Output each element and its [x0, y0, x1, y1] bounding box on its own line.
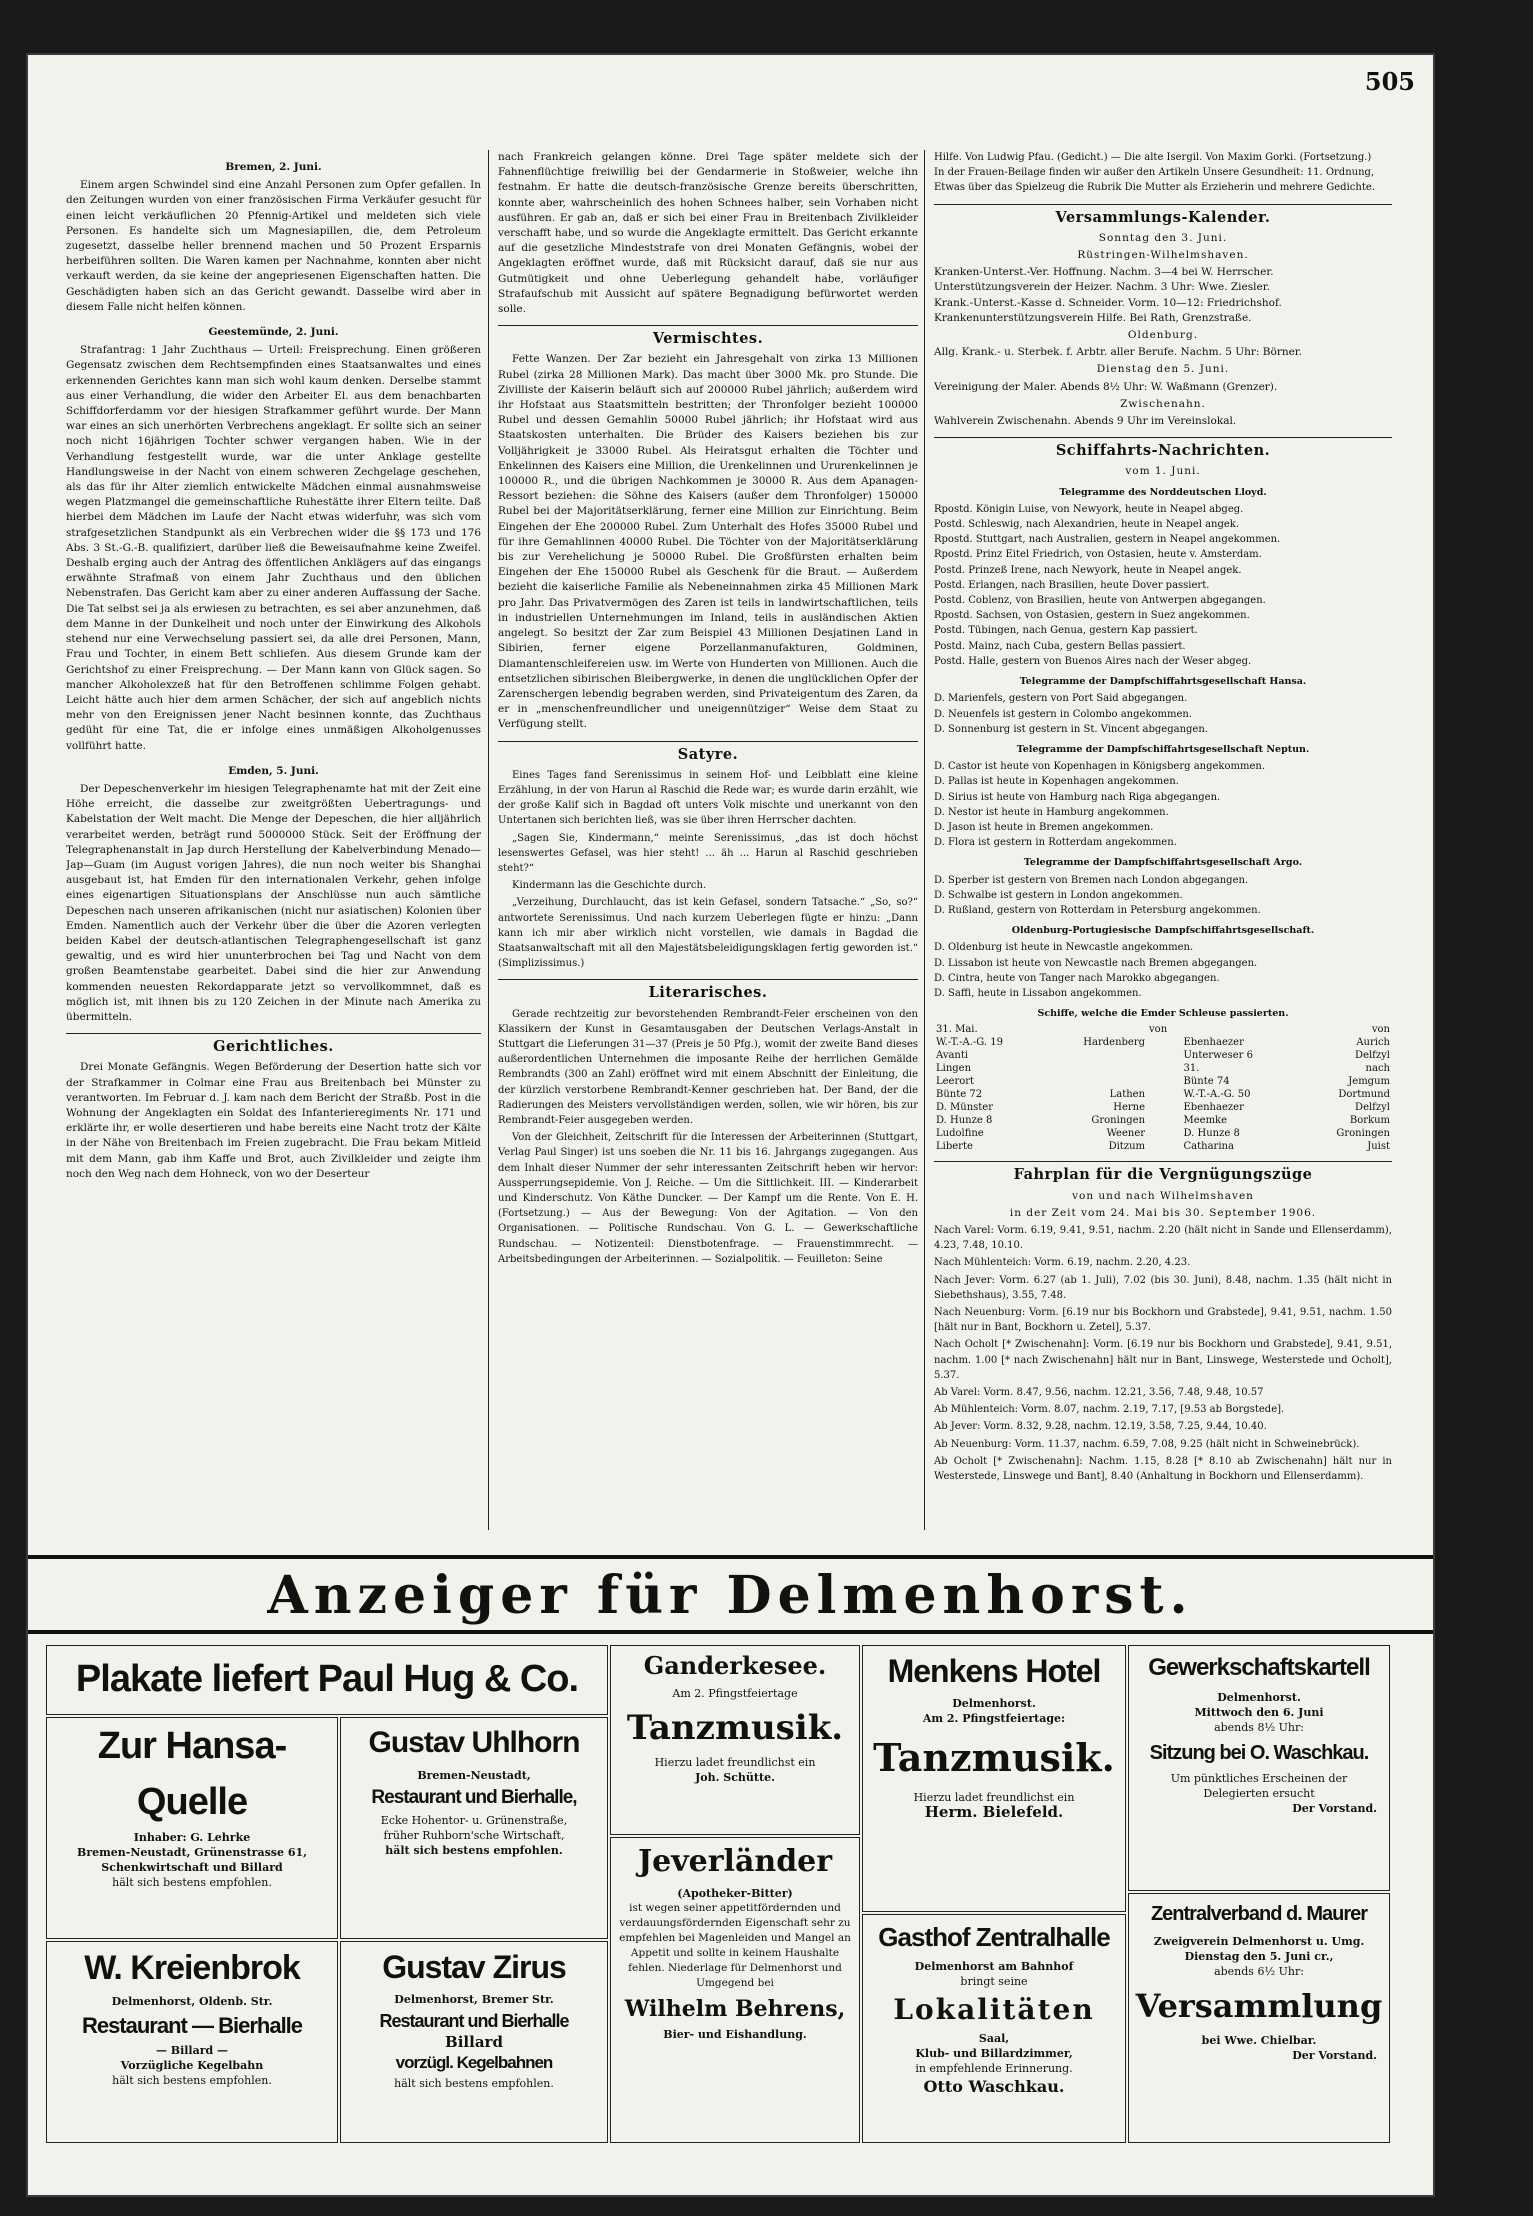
ship-cell [1147, 1088, 1181, 1101]
telegram-line: Postd. Mainz, nach Cuba, gestern Bellas passiert. [934, 640, 1186, 652]
ship-cell: Ebenhaezer [1183, 1102, 1244, 1114]
ship-cell: von [1371, 1024, 1390, 1036]
calendar-entry: Allg. Krank.- u. Sterbek. f. Arbtr. aller Berufe. Nachm. 5 Uhr: Börner. [934, 346, 1303, 359]
ship-cell: Borkum [1349, 1115, 1390, 1127]
ad-hansa-quelle [46, 1717, 338, 1939]
section-heading-vermischtes: Vermischtes. [498, 325, 918, 346]
satyre-p4: „Verzeihung, Durchlaucht, das ist kein Gefasel, sondern Tatsache.“ „So, so?“ antwortete Serenissimus. Und nach kurzem Ueberlegen fügte er hinzu: „Dann kann ich mir aber wirklich nicht vorstellen, wie damals in Bagdad die Staatsanwaltschaft mit all den Majestätsbeleidigungsklagen fertig geworden ist.“ (Simplizissimus.) [498, 897, 918, 970]
telegram-line: Postd. Halle, gestern von Buenos Aires nach der Weser abgeg. [934, 655, 1252, 667]
calendar-place: Rüstringen-Wilhelmshaven. [1077, 249, 1249, 262]
fahrplan-line: Ab Neuenburg: Vorm. 11.37, nachm. 6.59, 7.08, 9.25 (hält nicht in Schweinebrück). [934, 1438, 1360, 1450]
fahrplan-line: Nach Mühlenteich: Vorm. 6.19, nachm. 2.20, 4.23. [934, 1257, 1191, 1269]
ad-line: Delmenhorst, Oldenb. Str. [111, 1995, 273, 2008]
telegram-list [934, 759, 1392, 850]
section-heading-literarisches: Literarisches. [498, 979, 918, 1000]
section-heading-schiffahrt: Schiffahrts-Nachrichten. [934, 437, 1392, 458]
ad-central-title: Gasthof Zentralhalle [878, 1922, 1110, 1952]
article-schwindel: Einem argen Schwindel sind eine Anzahl Personen zum Opfer gefallen. In den Zeitungen wurden von einer französischen Firma Verkäufer gesucht für einen leicht verkäuflichen 20 Pfennig-Artikel und meldeten sich viele Personen. Es handelte sich um Magnesiapillen, die, dem Petroleum zugesetzt, dasselbe heller brennend machen und 50 Prozent Ersparnis herbeiführen sollten. Die Waren kamen per Nachnahme, konnten aber nicht verkauft werden, da sie keine der angepriesenen Eigenschaften hatten. Die Geschädigten haben sich an das Gericht gewandt. Dasselbe wird aber in diesem Falle nicht helfen können. [66, 179, 481, 313]
telegram-heading: Telegramme der Dampfschiffahrtsgesellschaft Neptun. [1016, 743, 1310, 755]
ad-line: Am 2. Pfingstfeiertage: [922, 1712, 1066, 1725]
ship-cell: Leerort [936, 1076, 975, 1088]
dateline-emden: Emden, 5. Juni. [228, 764, 319, 777]
ad-gewerkschaftskartell [1128, 1645, 1390, 1891]
telegram-heading: Telegramme der Dampfschiffahrtsgesellschaft Argo. [1023, 857, 1303, 869]
ship-cell: Meemke [1183, 1115, 1228, 1127]
ad-menkens-title: Menkens Hotel [887, 1653, 1101, 1689]
telegram-line: D. Pallas ist heute in Kopenhagen angekommen. [934, 776, 1179, 788]
ad-line: Delmenhorst, Bremer Str. [394, 1993, 554, 2006]
telegram-line: D. Nestor ist heute in Hamburg angekommen. [934, 806, 1169, 818]
telegram-line: Postd. Prinzeß Irene, nach Newyork, heute in Neapel angek. [934, 564, 1242, 576]
satyre-p2: „Sagen Sie, Kindermann,“ meinte Serenissimus, „das ist doch höchst lesenswertes Gefasel, was hier steht! ... äh ... Harun al Raschid geschrieben steht?“ [498, 832, 918, 874]
column-2 [498, 150, 918, 1530]
ad-line: bringt seine [960, 1975, 1028, 1988]
fahrplan-line: Ab Varel: Vorm. 8.47, 9.56, nachm. 12.21, 3.56, 7.48, 9.48, 10.57 [934, 1387, 1264, 1398]
ship-cell: Weener [1106, 1128, 1146, 1140]
ship-cell [1147, 1140, 1181, 1153]
telegram-list [934, 502, 1392, 669]
ship-cell: Jemgum [1348, 1076, 1390, 1088]
fahrplan-sub2: in der Zeit vom 24. Mai bis 30. September 1906. [1009, 1206, 1317, 1219]
satyre-p1: Eines Tages fand Serenissimus in seinem Hof- und Leibblatt eine kleine Erzählung, in der von Harun al Raschid die Rede war; es wurde darin erzählt, wie der große Kalif sich in Bagdad oft unters Volk mischte und unerkannt von den Untertanen sich berichten ließ, was sie über ihren Herrscher dachten. [498, 769, 918, 827]
column-1 [66, 150, 481, 1530]
ad-menkens-hotel [862, 1645, 1126, 1912]
ship-row [934, 1062, 1392, 1075]
satyre-p3: Kindermann las die Geschichte durch. [512, 880, 707, 892]
telegram-line: D. Jason ist heute in Bremen angekommen. [934, 821, 1154, 833]
ship-cell [1147, 1075, 1181, 1088]
dateline-bremen: Bremen, 2. Juni. [225, 161, 322, 173]
fahrplan-line: Nach Neuenburg: Vorm. [6.19 nur bis Bockhorn und Grabstede], 9.41, 9.51, nachm. 1.50 [hält nur in Bant, Bockhorn u. Zetel], 5.37. [934, 1306, 1392, 1334]
telegram-heading: Telegramme der Dampfschiffahrtsgesellschaft Hansa. [1019, 676, 1307, 688]
column-3 [934, 150, 1392, 1530]
ad-line: Ecke Hohentor- u. Grünenstraße, [380, 1814, 568, 1827]
ship-cell: Lingen [936, 1063, 972, 1075]
section-heading-satyre: Satyre. [498, 741, 918, 762]
literarisches-p3: Hilfe. Von Ludwig Pfau. (Gedicht.) — Die alte Isergil. Von Maxim Gorki. (Fortsetzung.) [934, 152, 1372, 163]
ship-cell [1147, 1062, 1181, 1075]
ship-row [934, 1101, 1392, 1114]
ship-cell: Catharina [1183, 1141, 1234, 1153]
telegram-list [934, 691, 1392, 737]
telegram-line: Postd. Erlangen, nach Brasilien, heute Dover passiert. [934, 579, 1210, 591]
fahrplan-list [934, 1223, 1392, 1484]
ad-line: Bremen-Neustadt, [417, 1769, 531, 1782]
ship-row [934, 1036, 1392, 1049]
ship-table [934, 1023, 1392, 1153]
ad-hug-text: Plakate liefert Paul Hug & Co. [75, 1658, 579, 1700]
ship-row [934, 1140, 1392, 1153]
article-strafantrag: Strafantrag: 1 Jahr Zuchthaus — Urteil: Freisprechung. Einen größeren Gegensatz zwischen dem Rechtsempfinden eines Staatsanwaltes und eines erkennenden Gerichtes kann man sich wohl kaum denken. Derselbe stammt aus einer Verhandlung, die wider den Arbeiter El. aus dem benachbarten Schiffdorferdamm vor der hiesigen Strafkammer geführt wurde. Der Mann war eines an sich unerhörten Verbrechens angeklagt. Er sollte sich an seiner noch nicht 16jährigen Tochter schwer vergangen haben. Wie in der Verhandlung festgestellt wurde, war die unter Anklage gestellte Handlungsweise in der Nacht von einem schweren Zechgelage geschehen, als das für ihr Alter ziemlich entwickelte Mädchen einmal ausnahmsweise wegen Platzmangel die gemeinschaftliche Ruhestätte ihrer Eltern teilte. Daß hierbei dem Mädchen im Laufe der Nacht etwas widerfuhr, was sich vom strafgesetzlichen Standpunkt als ein Verbrechen wider die §§ 173 und 176 Abs. 3 St.-G.-B. qualifiziert, darüber ließ die Beweisaufnahme keine Zweifel. Deshalb erging auch der Antrag des öffentlichen Anklägers auf das eingangs erwähnte Strafmaß von einem Jahr Zuchthaus und den üblichen Nebenstrafen. Das Gericht kam aber zu einer anderen Auffassung der Sache. Die Tat selbst sei ja als erwiesen zu betrachten, es sei aber anzunehmen, daß dem Manne in der Dunkelheit und noch unter der Einwirkung des Alkohols stehend nur eine Verwechselung passiert sei, da alle drei Personen, Mann, Frau und Tochter, in einem Bett schliefen. Aus diesem Grunde kam der Gerichtshof zu einer Freisprechung. — Der Mann kann von Glück sagen. So mancher Alkoholexzeß hat für den Betroffenen schlimme Folgen gehabt. Leicht hätte auch hier dem armen Schächer, der sich auf angeblich nichts mehr von den Ereignissen jener Nacht besinnen konnte, das Zuchthaus gedüht für eine Tat, die er infolge eines unmäßigen Alkoholgenusses vollführt hatte. [66, 344, 481, 752]
ship-cell: Delfzyl [1355, 1050, 1390, 1062]
ship-cell [1147, 1049, 1181, 1062]
literarisches-p1: Gerade rechtzeitig zur bevorstehenden Rembrandt-Feier erscheinen von den Klassikern der Kunst in Gesamtausgaben der Deutschen Verlags-Anstalt in Stuttgart die Lieferungen 31—37 (Preis je 50 Pfg.), womit der zweite Band dieses außerordentlichen Unternehmen die imposante Reihe der herrlichen Gemälde Rembrandts (300 an Zahl) eröffnet wird mit einem Abschnitt der Einleitung, die der kürzlich verstorbene Rembrandt-Kenner geschrieben hat. Der Band, der die Radierungen des Meisters vervollständigen werden, sollen, wie wir hören, bis zur Rembrandt-Feier ausgegeben werden. [498, 1008, 918, 1126]
ad-gk-title: Gewerkschaftskartell [1148, 1654, 1370, 1681]
calendar-date: Sonntag den 3. Juni. [1098, 231, 1228, 244]
ad-line: Dienstag den 5. Juni cr., [1184, 1950, 1334, 1963]
ad-line: vorzügl. Kegelbahnen [395, 2053, 553, 2072]
article-fette-wanzen: Fette Wanzen. Der Zar bezieht ein Jahresgehalt von zirka 13 Millionen Rubel (zirka 28 Millionen Mark). Das macht über 3000 Mk. pro Stunde. Die Zivilliste der Kaiserin beläuft sich auf 200000 Rubel jährlich; außerdem wird ihr Hofstaat aus Staatsmitteln bestritten; der Thronfolger bezieht 100000 Rubel und dessen Gemahlin 50000 Rubel jährlich; ihr Hofstaat wird aus Staatskosten unterhalten. Die Brüder des Kaisers beziehen bis zur Volljährigkeit je 33000 Rubel. Als Heiratsgut erhalten die Töchter und Enkelinnen des Kaisers eine Million, die Urenkelinnen und Ururenkelinnen je 100000 R., und die übrigen Nachkommen je 30000 R. Aus dem Apanagen-Ressort beziehen: die Söhne des Kaisers (außer dem Thronfolger) 150000 Rubel bei der Majoritätserklärung, ferner eine Million zur Einrichtung. Beim Eingehen der Ehe 200000 Rubel. Zum Unterhalt des Hofes 35000 Rubel und für ihre Gemahlinnen 40000 Rubel. Die Töchter von der Majoritätserklärung bis zur Verehelichung je 50000 Rubel. Die Großfürsten erhalten beim Eingehen der Ehe 150000 Rubel als Geschenk für die Braut. — Außerdem bezieht die kaiserliche Familie als Nebeneinnahmen zirka 45 Millionen Mark pro Jahr. Das Privatvermögen des Zaren ist teils in landwirtschaftlichen, teils in industriellen Unternehmungen im Inland, teils in ausländischen Aktien angelegt. So besitzt der Zar zum Beispiel 43 Millionen Desjatinen Land in Sibirien, ferner eigene Porzellanmanufakturen, Goldminen, Diamantenschleifereien usw. im Werte von Hunderten von Millionen. Auch die entsetzlichen sibirischen Bleibergwerke, in denen die unglücklichen Opfer der Zarenschergen lebendig begraben werden, sind Privateigentum des Zaren, da er in „menschenfreundlicher und uneigennütziger“ Weise dem Staat zu Verfügung stellt. [498, 353, 918, 731]
ship-cell: 31. Mai. [936, 1024, 978, 1036]
ad-line: hält sich bestens empfohlen. [394, 2077, 554, 2090]
ship-cell: Lathen [1109, 1089, 1146, 1101]
ad-line: abends 8½ Uhr: [1214, 1721, 1304, 1734]
ship-cell [1147, 1101, 1181, 1114]
telegram-line: D. Neuenfels ist gestern in Colombo angekommen. [934, 708, 1193, 720]
telegram-line: D. Sirius ist heute von Hamburg nach Riga abgegangen. [934, 791, 1221, 803]
telegram-line: D. Castor ist heute von Kopenhagen in Königsberg angekommen. [934, 761, 1266, 773]
ad-line: Billard [445, 2033, 503, 2051]
ship-cell: Aurich [1356, 1037, 1390, 1049]
calendar-entry: Vereinigung der Maler. Abends 8½ Uhr: W. Waßmann (Grenzer). [934, 380, 1278, 393]
fahrplan-line: Nach Varel: Vorm. 6.19, 9.41, 9.51, nachm. 2.20 (hält nicht in Sande und Ellenserdamm), 4.23, 7.48, 10.10. [934, 1224, 1392, 1252]
ship-cell: 31. [1183, 1063, 1200, 1075]
anzeiger-banner: Anzeiger für Delmenhorst. [28, 1555, 1433, 1634]
ad-line: Saal, [978, 2032, 1010, 2045]
ship-row [934, 1114, 1392, 1127]
literarisches-p2: Von der Gleichheit, Zeitschrift für die Interessen der Arbeiterinnen (Stuttgart, Verlag Paul Singer) ist uns soeben die Nr. 11 bis 16. Jahrgangs zugegangen. Aus dem Inhalt dieser Nummer der sehr interessanten Zeitschrift heben wir hervor: Aussperrungsepidemie. Von J. Reiche. — Um die Sittlichkeit. III. — Kinderarbeit und Kinderschutz. Von Käthe Duncker. — Der Kampf um die Rente. Von E. H. (Fortsetzung.) — Aus der Bewegung: Von der Agitation. — Von den Organisationen. — Politische Rundschau. Von G. L. — Gewerkschaftliche Rundschau. — Notizenteil: Dienstbotenfrage. — Frauenstimmrecht. — Arbeitsbedingungen der Arbeiterinnen. — Sozialpolitik. — Feuilleton: Seine [498, 1132, 918, 1265]
ad-maurer-title: Zentralverband d. Maurer [1150, 1903, 1368, 1925]
ship-cell: W.-T.-A.-G. 50 [1183, 1089, 1251, 1101]
ad-line: Herm. Bielefeld. [924, 1803, 1064, 1821]
ship-cell: Ditzum [1108, 1141, 1146, 1153]
ad-line: Delmenhorst am Bahnhof [914, 1960, 1074, 1973]
telegram-heading: Telegramme des Norddeutschen Lloyd. [1059, 486, 1267, 498]
telegram-line: D. Oldenburg ist heute in Newcastle angekommen. [934, 942, 1194, 954]
section-heading-gerichtliches: Gerichtliches. [66, 1033, 481, 1054]
ad-zirus [340, 1941, 608, 2143]
ad-line: Joh. Schütte. [695, 1771, 775, 1784]
ad-paul-hug [46, 1645, 608, 1715]
ship-cell: Herne [1113, 1102, 1146, 1114]
telegram-line: Rpostd. Prinz Eitel Friedrich, von Ostasien, heute v. Amsterdam. [934, 549, 1262, 561]
dateline-geestemuende: Geestemünde, 2. Juni. [208, 326, 339, 339]
calendar-entry: Kranken-Unterst.-Ver. Hoffnung. Nachm. 3—4 bei W. Herrscher. [934, 266, 1274, 279]
ad-line: früher Ruhborn'sche Wirtschaft, [383, 1829, 565, 1842]
ad-kreienbrok-title: W. Kreienbrok [84, 1949, 300, 1987]
ad-kreienbrok [46, 1941, 338, 2143]
fahrplan-line: Ab Mühlenteich: Vorm. 8.07, nachm. 2.19, 7.17, [9.53 ab Borgstede]. [934, 1404, 1285, 1416]
column-rule [924, 150, 925, 1530]
ad-line: hält sich bestens empfohlen. [112, 1876, 272, 1889]
ship-cell [1147, 1036, 1181, 1049]
telegram-line: Rpostd. Stuttgart, nach Australien, gestern in Neapel angekommen. [934, 534, 1281, 546]
ad-line: Restaurant und Bierhalle [379, 2011, 569, 2031]
telegram-line: D. Saffi, heute in Lissabon angekommen. [934, 987, 1142, 999]
ad-hansa-title: Zur Hansa-Quelle [97, 1725, 287, 1823]
ship-cell [1045, 1062, 1147, 1075]
calendar-date: Dienstag den 5. Juni. [1096, 363, 1230, 376]
ad-line: hält sich bestens empfohlen. [385, 1844, 563, 1857]
ad-line: Tanzmusik. [626, 1708, 844, 1748]
ship-cell: Hardenberg [1083, 1037, 1146, 1049]
shipping-date: vom 1. Juni. [1125, 465, 1201, 478]
ship-cell [1147, 1114, 1181, 1127]
telegram-line: D. Sperber ist gestern von Bremen nach London abgegangen. [934, 874, 1249, 886]
ad-zirus-title: Gustav Zirus [382, 1949, 566, 1985]
ship-cell: Ebenhaezer [1183, 1037, 1244, 1049]
newspaper-page [28, 55, 1433, 2195]
ship-cell: Ludolfine [936, 1128, 984, 1140]
section-heading-kalender: Versammlungs-Kalender. [934, 204, 1392, 225]
telegram-line: Postd. Tübingen, nach Genua, gestern Kap passiert. [934, 625, 1198, 637]
ship-cell: Juist [1367, 1141, 1390, 1153]
column-rule [488, 150, 489, 1530]
ship-cell: Bünte 74 [1183, 1076, 1230, 1088]
ad-line: Hierzu ladet freundlichst ein [654, 1756, 816, 1769]
fahrplan-line: Nach Ocholt [* Zwischenahn]: Vorm. [6.19 nur bis Bockhorn und Grabstede], 9.41, 9.51, nachm. 1.00 [* nach Zwischenahn] hält nur in Bant, Linswege, Westerstede und Ocholt], 5.37. [934, 1339, 1392, 1381]
ad-ganderkesee [610, 1645, 860, 1835]
ship-cell [1045, 1023, 1147, 1036]
ship-cell: W.-T.-A.-G. 19 [936, 1037, 1003, 1049]
telegram-list [934, 940, 1392, 1001]
ship-cell: Liberte [936, 1141, 973, 1153]
telegram-line: D. Sonnenburg ist gestern in St. Vincent abgegangen. [934, 723, 1208, 735]
ad-zentralhalle [862, 1914, 1126, 2143]
ad-line: Restaurant und Bierhalle, [371, 1787, 577, 1808]
telegram-list [934, 873, 1392, 919]
calendar-place: Zwischenahn. [1120, 397, 1206, 410]
ship-row [934, 1049, 1392, 1062]
fahrplan-line: Ab Jever: Vorm. 8.32, 9.28, nachm. 12.19, 3.58, 7.25, 9.44, 10.40. [934, 1421, 1267, 1433]
calendar-place: Oldenburg. [1127, 329, 1199, 342]
ad-line: Bremen-Neustadt, Grünenstrasse 61, [77, 1846, 307, 1859]
fahrplan-line: Ab Ocholt [* Zwischenahn]: Nachm. 1.15, 8.28 [* 8.10 ab Zwischenahn] hält nur in Westerstede, Linswege und Bant], 8.40 (Anhaltung in Bockhorn und Ellenserdamm). [934, 1455, 1392, 1483]
telegram-line: D. Marienfels, gestern von Port Said abgegangen. [934, 693, 1188, 705]
ad-line: Mittwoch den 6. Juni [1194, 1706, 1324, 1719]
ship-cell: D. Münster [936, 1102, 993, 1114]
telegram-line: D. Rußland, gestern von Rotterdam in Petersburg angekommen. [934, 904, 1261, 916]
ad-line: Zweigverein Delmenhorst u. Umg. [1153, 1935, 1365, 1948]
ship-row [934, 1023, 1392, 1036]
ad-line: Delmenhorst. [952, 1697, 1036, 1710]
ad-line: in empfehlende Erinnerung. [915, 2062, 1073, 2075]
ad-line: hält sich bestens empfohlen. [112, 2074, 272, 2087]
ship-cell: von [1149, 1024, 1168, 1036]
ad-line: — Billard — [155, 2044, 229, 2057]
literarisches-p4: In der Frauen-Beilage finden wir außer den Artikeln Unsere Gesundheit: 11. Ordnung, Etwas über das Spielzeug die Rubrik Die Mutter als Erzieherin und mehrere Gedichte. [934, 167, 1375, 194]
ad-uhlhorn [340, 1717, 608, 1939]
ship-cell: Avanti [936, 1050, 969, 1062]
telegram-line: Postd. Coblenz, von Brasilien, heute von Antwerpen abgegangen. [934, 595, 1266, 607]
telegram-line: Postd. Schleswig, nach Alexandrien, heute in Neapel angek. [934, 519, 1240, 531]
ship-cell: Groningen [1336, 1128, 1390, 1140]
article-gefaengnis: Drei Monate Gefängnis. Wegen Beförderung der Desertion hatte sich vor der Strafkammer in Colmar eine Frau aus Breitenbach bei Münster zu verantworten. Im Februar d. J. kam nach dem Bericht der Straßb. Post in die Wohnung der Angeklagten ein Soldat des Infanterieregiments Nr. 171 und erklärte ihr, er wolle desertieren und habe bereits eine Nacht trotz der Kälte in der Nähe von Breitenbach im Freien zugebracht. Die Frau bekam Mitleid mit dem Mann, gab ihm Kaffe und Brot, auch Zivilkleider und zeigte ihm noch den Weg nach dem Hohneck, von wo der Deserteur [66, 1061, 481, 1180]
article-depeschenverkehr: Der Depeschenverkehr im hiesigen Telegraphenamte hat mit der Zeit eine Höhe erreicht, die dasselbe zur zweitgrößten Uebertragungs- und Kabelstation der Welt macht. Die Menge der Depeschen, die hier alljährlich verarbeitet werden, beträgt rund 5000000 Stück. Seit der Eröffnung der Telegraphenanstalt in Jap durch Herstellung der Kabelverbindung Menado—Jap—Guam (im August vorigen Jahres), die nun noch weiter bis Shanghai ausgebaut ist, hat Emden für den internationalen Verkehr, gehen infolge eines eigenartigen Situationsplans der Anschlüsse nun auch sämtliche Depeschen nach unseren afrikanischen (nicht nur asiatischen) Kolonien über Emden. Namentlich auch der Verkehr über die über die Azoren verlegten beiden Kabel der deutsch-atlantischen Telegraphengesellschaft ist ganz gewaltig, und es wird hier ununterbrochen bei Tag und Nacht von dem großen Beamtenstabe gearbeitet. Dabei sind die hier zur Anwendung kommenden neuesten Rekordapparate jetzt so vervollkommnet, daß es möglich ist, mit ihnen bis zu 120 Zeichen in der Minute nach Amerika zu übermitteln. [66, 782, 481, 1023]
telegram-line: Rpostd. Königin Luise, von Newyork, heute in Neapel abgeg. [934, 503, 1244, 515]
ship-row [934, 1088, 1392, 1101]
telegram-line: D. Cintra, heute von Tanger nach Marokko abgegangen. [934, 972, 1220, 984]
ad-line: Bier- und Eishandlung. [663, 2028, 807, 2041]
calendar-entry: Krank.-Unterst.-Kasse d. Schneider. Vorm. 10—12: Friedrichshof. [934, 296, 1282, 309]
ship-cell [1045, 1075, 1147, 1088]
telegram-line: D. Lissabon ist heute von Newcastle nach Bremen abgegangen. [934, 957, 1258, 969]
ad-line: ist wegen seiner appetitfördernden und verdauungsfördernden Eigenschaft sehr zu empfehlen bei Magenleiden und Mangel an Appetit und sollte in keinem Haushalte fehlen. Niederlage für Delmenhorst und Umgegend bei [619, 1902, 851, 1989]
ship-row [934, 1075, 1392, 1088]
ad-line: Tanzmusik. [873, 1735, 1115, 1780]
ad-line: Delmenhorst. [1217, 1691, 1301, 1704]
telegram-heading: Oldenburg-Portugiesische Dampfschiffahrtsgesellschaft. [1011, 925, 1315, 937]
ad-line: (Apotheker-Bitter) [677, 1887, 793, 1900]
ship-cell: D. Hunze 8 [1183, 1128, 1240, 1140]
ad-line: Der Vorstand. [1292, 1802, 1377, 1815]
ad-line: Inhaber: G. Lehrke [133, 1831, 251, 1844]
ad-line: Vorzügliche Kegelbahn [120, 2059, 264, 2072]
ship-cell: Unterweser 6 [1183, 1050, 1253, 1062]
ship-cell: nach [1365, 1063, 1390, 1075]
fahrplan-line: Nach Jever: Vorm. 6.27 (ab 1. Juli), 7.02 (bis 30. Juni), 8.48, nachm. 1.35 (hält nicht in Siebethshaus), 3.55, 7.48. [934, 1274, 1392, 1301]
calendar-entry: Krankenunterstützungsverein Hilfe. Bei Rath, Grenzstraße. [934, 311, 1252, 324]
telegram-line: Rpostd. Sachsen, von Ostasien, gestern in Suez angekommen. [934, 610, 1250, 622]
section-heading-fahrplan: Fahrplan für die Vergnügungszüge [934, 1161, 1392, 1182]
ship-cell [1045, 1049, 1147, 1062]
ad-jever-title: Jeverländer [637, 1844, 833, 1879]
telegram-line: D. Flora ist gestern in Rotterdam angekommen. [934, 837, 1177, 849]
ad-line: Hierzu ladet freundlichst ein [913, 1791, 1075, 1804]
ad-line: Versammlung [1135, 1987, 1383, 2025]
ad-line: Lokalitäten [893, 1993, 1095, 2026]
ship-cell: Delfzyl [1355, 1102, 1390, 1114]
ship-cell [1182, 1023, 1296, 1036]
ad-line: abends 6½ Uhr: [1214, 1965, 1304, 1978]
ship-cell: D. Hunze 8 [936, 1115, 993, 1127]
ad-line: Schenkwirtschaft und Billard [101, 1861, 283, 1874]
ad-line: Otto Waschkau. [923, 2077, 1065, 2096]
article-continuation: nach Frankreich gelangen könne. Drei Tage später meldete sich der Fahnenflüchtige freiwillig bei der Gendarmerie in Stoßweier, welche ihn festnahm. Er hatte die deutsch-französische Grenze bereits überschritten, konnte aber, wahrscheinlich des hohen Schnees halber, sein Vorhaben nicht ausführen. Er gab an, daß er sich bei einer Frau in Breitenbach Zivilkleider verschafft habe, und so wurde die Angeklagte ermittelt. Das Gericht erkannte auf die gesetzliche Mindeststrafe von drei Monaten Gefängnis, wobei der Angeklagten eröffnet wurde, daß mit Rücksicht darauf, daß sie nur aus Gutmütigkeit und ohne Ueberlegung gehandelt habe, vorläufiger Strafaufschub mit Aussicht auf spätere Begnadigung befürwortet werden solle. [498, 151, 918, 316]
ad-line: Um pünktliches Erscheinen der Delegierten ersucht [1170, 1772, 1348, 1800]
ad-jeverlaender [610, 1837, 860, 2143]
calendar-entry: Unterstützungsverein der Heizer. Nachm. 3 Uhr: Wwe. Ziesler. [934, 281, 1270, 294]
ad-gander-title: Ganderkesee. [643, 1651, 827, 1680]
ship-cell: Groningen [1091, 1115, 1146, 1127]
calendar-entry: Wahlverein Zwischenahn. Abends 9 Uhr im Vereinslokal. [934, 415, 1237, 428]
telegram-line: D. Schwalbe ist gestern in London angekommen. [934, 889, 1183, 901]
ad-line: bei Wwe. Chielbar. [1201, 2034, 1317, 2047]
ad-uhlhorn-title: Gustav Uhlhorn [368, 1726, 580, 1759]
page-number: 505 [1364, 67, 1415, 96]
ship-cell: Bünte 72 [936, 1089, 983, 1101]
ad-line: Wilhelm Behrens, [624, 1996, 846, 2022]
ship-table-title: Schiffe, welche die Emder Schleuse passierten. [1037, 1008, 1289, 1020]
ad-zentralverband-maurer [1128, 1893, 1390, 2143]
ad-line: Am 2. Pfingstfeiertage [672, 1687, 798, 1700]
ad-line: Der Vorstand. [1292, 2049, 1377, 2062]
ad-line: Sitzung bei O. Waschkau. [1149, 1742, 1369, 1764]
ship-cell: Dortmund [1338, 1089, 1390, 1101]
ad-line: Restaurant — Bierhalle [81, 2013, 303, 2038]
ad-line: Klub- und Billardzimmer, [915, 2047, 1073, 2060]
ship-row [934, 1127, 1392, 1140]
fahrplan-sub: von und nach Wilhelmshaven [1072, 1189, 1254, 1202]
ship-cell [1147, 1127, 1181, 1140]
